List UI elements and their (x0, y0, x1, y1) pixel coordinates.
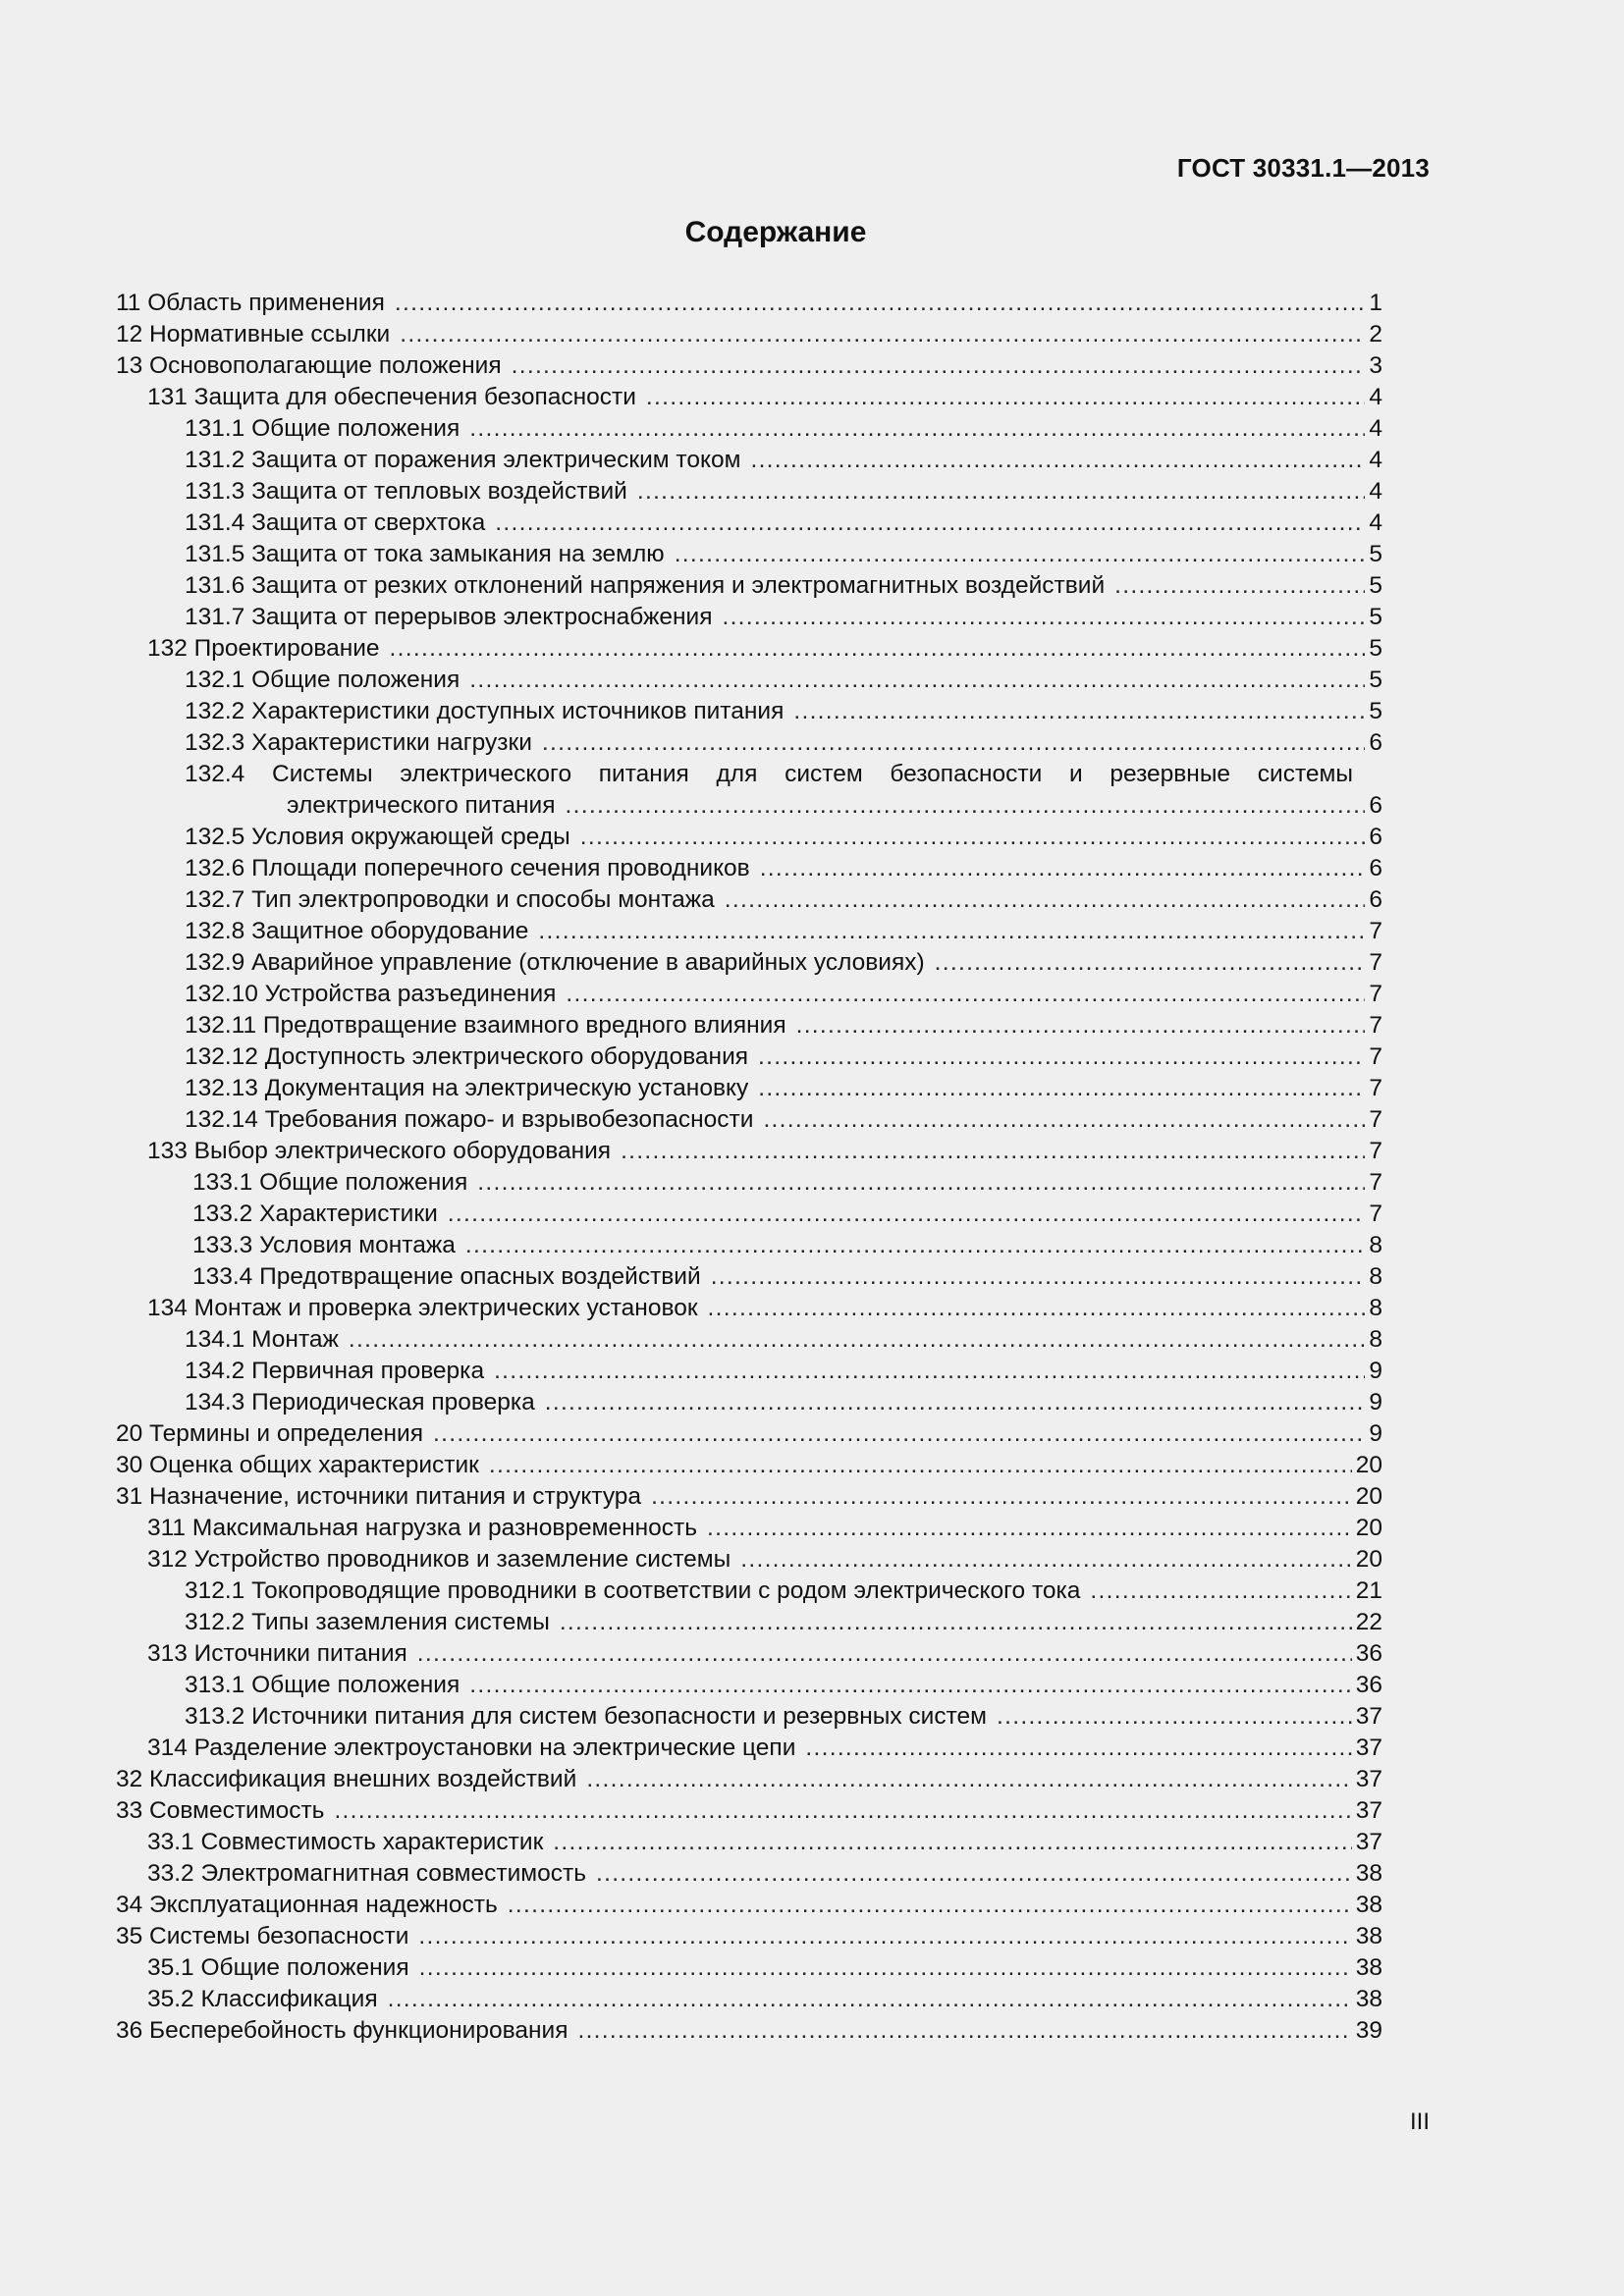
toc-dot-leader (580, 822, 1366, 853)
toc-dot-leader (469, 413, 1365, 445)
toc-entry-page: 8 (1369, 1326, 1382, 1353)
toc-entry-page: 8 (1369, 1295, 1382, 1321)
toc-entry[interactable] (116, 1670, 1382, 1701)
toc-dot-leader (512, 350, 1366, 382)
toc-entry-title: 133 Выбор электрического оборудования (147, 1138, 612, 1164)
toc-entry-word: Системы (272, 761, 373, 787)
toc-dot-leader (596, 1858, 1352, 1890)
toc-entry[interactable] (116, 1952, 1382, 1984)
toc-entry-page: 38 (1355, 1892, 1382, 1918)
toc-dot-leader (707, 1513, 1352, 1544)
toc-entry-title: 131.2 Защита от поражения электрическим током (185, 447, 741, 473)
toc-entry-page: 5 (1369, 604, 1382, 630)
toc-entry[interactable] (116, 790, 1382, 822)
toc-entry-page: 6 (1369, 792, 1382, 819)
toc-entry-page: 8 (1369, 1232, 1382, 1258)
toc-entry-page: 6 (1369, 886, 1382, 913)
toc-entry[interactable] (116, 1827, 1382, 1858)
toc-dot-leader (646, 382, 1365, 413)
toc-dot-leader (494, 1356, 1365, 1387)
toc-entry[interactable] (116, 507, 1382, 539)
toc-entry-page: 6 (1369, 729, 1382, 756)
toc-entry-title: 312 Устройство проводников и заземление системы (147, 1546, 731, 1573)
toc-entry[interactable] (116, 319, 1382, 350)
toc-entry-page: 38 (1355, 1923, 1382, 1949)
document-id: ГОСТ 30331.1—2013 (1176, 153, 1430, 183)
toc-entry-title: 35.2 Классификация (147, 1986, 378, 2012)
toc-entry-word: для (716, 761, 758, 787)
toc-dot-leader (395, 288, 1365, 319)
toc-entry-title: электрического питания (287, 792, 556, 819)
toc-entry[interactable] (116, 633, 1382, 665)
toc-entry-page: 4 (1369, 415, 1382, 442)
toc-entry-word: электрического (400, 761, 572, 787)
toc-dot-leader (758, 1073, 1365, 1104)
page-number: III (1409, 2109, 1430, 2135)
toc-dot-leader (722, 602, 1365, 633)
toc-entry-page: 7 (1369, 1201, 1382, 1227)
toc-entry-title: 131.4 Защита от сверхтока (185, 509, 486, 536)
toc-entry[interactable] (116, 727, 1382, 759)
toc-entry[interactable] (116, 1136, 1382, 1167)
toc-entry-title: 131 Защита для обеспечения безопасности (147, 384, 636, 410)
toc-entry[interactable] (116, 1481, 1382, 1513)
toc-dot-leader (637, 476, 1366, 507)
toc-entry[interactable] (116, 413, 1382, 445)
toc-entry-title: 313.2 Источники питания для систем безопасности и резервных систем (185, 1703, 988, 1730)
toc-entry-title: 131.6 Защита от резких отклонений напряжения и электромагнитных воздействий (185, 572, 1106, 599)
toc-dot-leader (542, 727, 1365, 759)
toc-entry-title: 31 Назначение, источники питания и структура (116, 1483, 642, 1510)
toc-dot-leader (469, 1670, 1351, 1701)
toc-entry[interactable] (116, 759, 1382, 790)
toc-entry-page: 7 (1369, 918, 1382, 944)
toc-dot-leader (760, 853, 1366, 884)
toc-dot-leader (417, 1638, 1352, 1670)
toc-entry-page: 1 (1369, 290, 1382, 316)
toc-entry-title: 133.3 Условия монтажа (192, 1232, 456, 1258)
toc-entry-title: 35 Системы безопасности (116, 1923, 409, 1949)
toc-entry-title: 131.7 Защита от перерывов электроснабжения (185, 604, 713, 630)
toc-dot-leader (621, 1136, 1365, 1167)
toc-entry-page: 37 (1355, 1735, 1382, 1761)
toc-entry-title: 132.6 Площади поперечного сечения проводников (185, 855, 750, 881)
toc-entry-page: 36 (1355, 1640, 1382, 1667)
toc-dot-leader (1090, 1575, 1351, 1607)
toc-entry-title: 132.3 Характеристики нагрузки (185, 729, 532, 756)
toc-entry-page: 20 (1355, 1452, 1382, 1478)
toc-entry[interactable] (116, 1450, 1382, 1481)
toc-entry[interactable] (116, 916, 1382, 947)
toc-entry-page: 4 (1369, 384, 1382, 410)
toc-entry-page: 21 (1355, 1577, 1382, 1604)
toc-entry-page: 7 (1369, 1043, 1382, 1070)
toc-entry[interactable] (116, 476, 1382, 507)
toc-entry-title: 134.2 Первичная проверка (185, 1358, 485, 1384)
toc-entry-title: 134.1 Монтаж (185, 1326, 339, 1353)
toc-dot-leader (793, 696, 1365, 727)
table-of-contents (116, 288, 1382, 2047)
toc-dot-leader (418, 1921, 1351, 1952)
toc-entry-title: 132.14 Требования пожаро- и взрывобезопасности (185, 1106, 754, 1133)
toc-dot-leader (750, 445, 1365, 476)
toc-entry[interactable] (116, 602, 1382, 633)
toc-entry[interactable] (116, 1607, 1382, 1638)
toc-entry-title: 133.2 Характеристики (192, 1201, 438, 1227)
toc-dot-leader (334, 1795, 1351, 1827)
toc-entry[interactable] (116, 1921, 1382, 1952)
toc-dot-leader (763, 1104, 1365, 1136)
toc-entry[interactable] (116, 1890, 1382, 1921)
toc-entry-title: 33.2 Электромагнитная совместимость (147, 1860, 586, 1887)
toc-entry[interactable] (116, 947, 1382, 979)
toc-entry[interactable] (116, 1073, 1382, 1104)
toc-entry-title: 131.1 Общие положения (185, 415, 460, 442)
toc-entry[interactable] (116, 1544, 1382, 1575)
toc-entry[interactable] (116, 1764, 1382, 1795)
toc-dot-leader (508, 1890, 1352, 1921)
toc-entry-title: 134.3 Периодическая проверка (185, 1389, 535, 1415)
toc-dot-leader (388, 1984, 1352, 2015)
toc-entry-page: 38 (1355, 1860, 1382, 1887)
toc-entry-title: 32 Классификация внешних воздействий (116, 1766, 577, 1792)
toc-entry[interactable] (116, 570, 1382, 602)
toc-entry-page: 37 (1355, 1766, 1382, 1792)
toc-entry-title: 132.9 Аварийное управление (отключение в аварийных условиях) (185, 949, 925, 976)
toc-entry-title: 12 Нормативные ссылки (116, 321, 391, 347)
toc-dot-leader (675, 539, 1366, 570)
toc-entry-word: системы (1257, 761, 1353, 787)
toc-entry-title: 132.10 Устройства разъединения (185, 981, 557, 1007)
toc-entry-page: 4 (1369, 509, 1382, 536)
toc-entry[interactable] (116, 382, 1382, 413)
toc-entry-title: 133.1 Общие положения (192, 1169, 468, 1196)
toc-dot-leader (349, 1324, 1365, 1356)
toc-entry-page: 7 (1369, 1169, 1382, 1196)
toc-entry[interactable] (116, 1041, 1382, 1073)
toc-entry[interactable] (116, 2015, 1382, 2047)
toc-entry[interactable] (116, 1733, 1382, 1764)
toc-dot-leader (651, 1481, 1352, 1513)
toc-entry-page: 2 (1369, 321, 1382, 347)
page-title: Содержание (684, 216, 867, 248)
toc-entry-title: 313.1 Общие положения (185, 1672, 460, 1698)
toc-entry-page: 5 (1369, 541, 1382, 567)
toc-entry-title: 34 Эксплуатационная надежность (116, 1892, 498, 1918)
toc-entry[interactable] (116, 1858, 1382, 1890)
toc-entry[interactable] (116, 350, 1382, 382)
toc-entry-page: 4 (1369, 447, 1382, 473)
toc-dot-leader (566, 979, 1365, 1010)
toc-dot-leader (465, 1230, 1366, 1261)
toc-entry[interactable] (116, 884, 1382, 916)
toc-entry-page: 20 (1355, 1515, 1382, 1541)
toc-entry-page: 9 (1369, 1389, 1382, 1415)
toc-dot-leader (433, 1418, 1365, 1450)
toc-entry-title: 20 Термины и определения (116, 1420, 423, 1447)
toc-entry[interactable] (116, 1167, 1382, 1199)
toc-dot-leader (553, 1827, 1351, 1858)
toc-entry[interactable] (116, 1795, 1382, 1827)
toc-entry[interactable] (116, 445, 1382, 476)
toc-dot-leader (448, 1199, 1366, 1230)
toc-entry-page: 3 (1369, 352, 1382, 379)
toc-dot-leader (725, 884, 1366, 916)
toc-entry-word: безопасности (890, 761, 1043, 787)
toc-entry-word: 132.4 (185, 761, 245, 787)
toc-entry-title: 11 Область применения (116, 290, 385, 316)
toc-dot-leader (469, 665, 1365, 696)
toc-dot-leader (796, 1010, 1366, 1041)
toc-entry-title: 133.4 Предотвращение опасных воздействий (192, 1263, 701, 1290)
toc-entry-title: 33 Совместимость (116, 1797, 325, 1824)
toc-entry-page: 4 (1369, 478, 1382, 505)
toc-dot-leader (711, 1261, 1366, 1293)
toc-entry[interactable] (116, 1261, 1382, 1293)
toc-entry[interactable] (116, 1638, 1382, 1670)
toc-dot-leader (997, 1701, 1352, 1733)
toc-dot-leader (935, 947, 1366, 979)
toc-entry-page: 7 (1369, 1012, 1382, 1039)
toc-entry[interactable] (116, 665, 1382, 696)
toc-dot-leader (577, 2015, 1351, 2047)
toc-entry-word: резервные (1110, 761, 1231, 787)
toc-entry-page: 9 (1369, 1420, 1382, 1447)
toc-entry[interactable] (116, 1230, 1382, 1261)
toc-entry[interactable] (116, 1418, 1382, 1450)
toc-entry-page: 6 (1369, 824, 1382, 850)
toc-entry-title: 33.1 Совместимость характеристик (147, 1829, 544, 1855)
toc-entry-title: 132.7 Тип электропроводки и способы монтажа (185, 886, 715, 913)
toc-entry[interactable] (116, 1104, 1382, 1136)
toc-entry-page: 37 (1355, 1703, 1382, 1730)
toc-entry[interactable] (116, 853, 1382, 884)
toc-entry-page: 22 (1355, 1609, 1382, 1635)
toc-entry[interactable] (116, 1513, 1382, 1544)
toc-entry-word: питания (598, 761, 689, 787)
toc-dot-leader (489, 1450, 1352, 1481)
toc-dot-leader (400, 319, 1365, 350)
toc-entry-page: 38 (1355, 1954, 1382, 1981)
toc-entry[interactable] (116, 1575, 1382, 1607)
toc-entry-page: 37 (1355, 1829, 1382, 1855)
toc-entry[interactable] (116, 539, 1382, 570)
toc-entry[interactable] (116, 1701, 1382, 1733)
toc-entry-title: 131.3 Защита от тепловых воздействий (185, 478, 627, 505)
toc-entry-title: 134 Монтаж и проверка электрических установок (147, 1295, 698, 1321)
toc-entry-page: 5 (1369, 572, 1382, 599)
toc-entry[interactable] (116, 1199, 1382, 1230)
toc-entry-title: 312.1 Токопроводящие проводники в соответствии с родом электрического тока (185, 1577, 1081, 1604)
toc-entry-title: 313 Источники питания (147, 1640, 407, 1667)
toc-entry-page: 8 (1369, 1263, 1382, 1290)
toc-entry-title: 132.8 Защитное оборудование (185, 918, 529, 944)
toc-entry-title: 132.12 Доступность электрического оборудования (185, 1043, 749, 1070)
toc-entry[interactable] (116, 1010, 1382, 1041)
toc-entry-title: 132.1 Общие положения (185, 667, 460, 693)
toc-entry-page: 6 (1369, 855, 1382, 881)
toc-dot-leader (740, 1544, 1351, 1575)
toc-entry[interactable] (116, 1324, 1382, 1356)
toc-entry-page: 37 (1355, 1797, 1382, 1824)
toc-dot-leader (566, 790, 1366, 822)
toc-entry-page: 9 (1369, 1358, 1382, 1384)
toc-entry[interactable] (116, 696, 1382, 727)
toc-entry-page: 39 (1355, 2017, 1382, 2044)
toc-entry-title: 311 Максимальная нагрузка и разновременность (147, 1515, 697, 1541)
toc-entry-word: и (1068, 761, 1083, 787)
toc-dot-leader (805, 1733, 1351, 1764)
toc-entry[interactable] (116, 288, 1382, 319)
toc-entry[interactable] (116, 1293, 1382, 1324)
toc-entry-title: 13 Основополагающие положения (116, 352, 502, 379)
toc-entry-page: 5 (1369, 635, 1382, 662)
toc-dot-leader (560, 1607, 1352, 1638)
toc-entry-title: 36 Бесперебойность функционирования (116, 2017, 568, 2044)
toc-entry-page: 7 (1369, 949, 1382, 976)
toc-dot-leader (419, 1952, 1352, 1984)
toc-entry-title: 30 Оценка общих характеристик (116, 1452, 479, 1478)
toc-entry[interactable] (116, 1984, 1382, 2015)
toc-entry-page: 7 (1369, 981, 1382, 1007)
toc-entry-title: 35.1 Общие положения (147, 1954, 409, 1981)
toc-dot-leader (708, 1293, 1366, 1324)
toc-dot-leader (1114, 570, 1365, 602)
toc-entry-page: 20 (1355, 1546, 1382, 1573)
toc-entry-title: 131.5 Защита от тока замыкания на землю (185, 541, 665, 567)
toc-entry-page: 38 (1355, 1986, 1382, 2012)
toc-entry[interactable] (116, 822, 1382, 853)
toc-entry-page: 5 (1369, 698, 1382, 724)
toc-entry-title: 312.2 Типы заземления системы (185, 1609, 550, 1635)
toc-entry-word: систем (785, 761, 863, 787)
toc-entry-page: 7 (1369, 1106, 1382, 1133)
toc-entry-page: 5 (1369, 667, 1382, 693)
toc-entry-title: 132.11 Предотвращение взаимного вредного влияния (185, 1012, 786, 1039)
toc-entry-page: 7 (1369, 1075, 1382, 1101)
toc-dot-leader (586, 1764, 1351, 1795)
toc-dot-leader (538, 916, 1365, 947)
toc-entry-title: 132 Проектирование (147, 635, 380, 662)
toc-dot-leader (390, 633, 1366, 665)
toc-entry-title: 132.13 Документация на электрическую установку (185, 1075, 749, 1101)
toc-entry[interactable] (116, 979, 1382, 1010)
toc-entry[interactable] (116, 1356, 1382, 1387)
toc-dot-leader (545, 1387, 1366, 1418)
toc-dot-leader (758, 1041, 1365, 1073)
toc-entry-title: 132.2 Характеристики доступных источников питания (185, 698, 785, 724)
toc-entry-title: 132.5 Условия окружающей среды (185, 824, 570, 850)
toc-dot-leader (477, 1167, 1365, 1199)
toc-entry-page: 36 (1355, 1672, 1382, 1698)
toc-entry-page: 7 (1369, 1138, 1382, 1164)
toc-entry-title: 314 Разделение электроустановки на электрические цепи (147, 1735, 796, 1761)
toc-entry[interactable] (116, 1387, 1382, 1418)
toc-dot-leader (495, 507, 1365, 539)
toc-entry-page: 20 (1355, 1483, 1382, 1510)
